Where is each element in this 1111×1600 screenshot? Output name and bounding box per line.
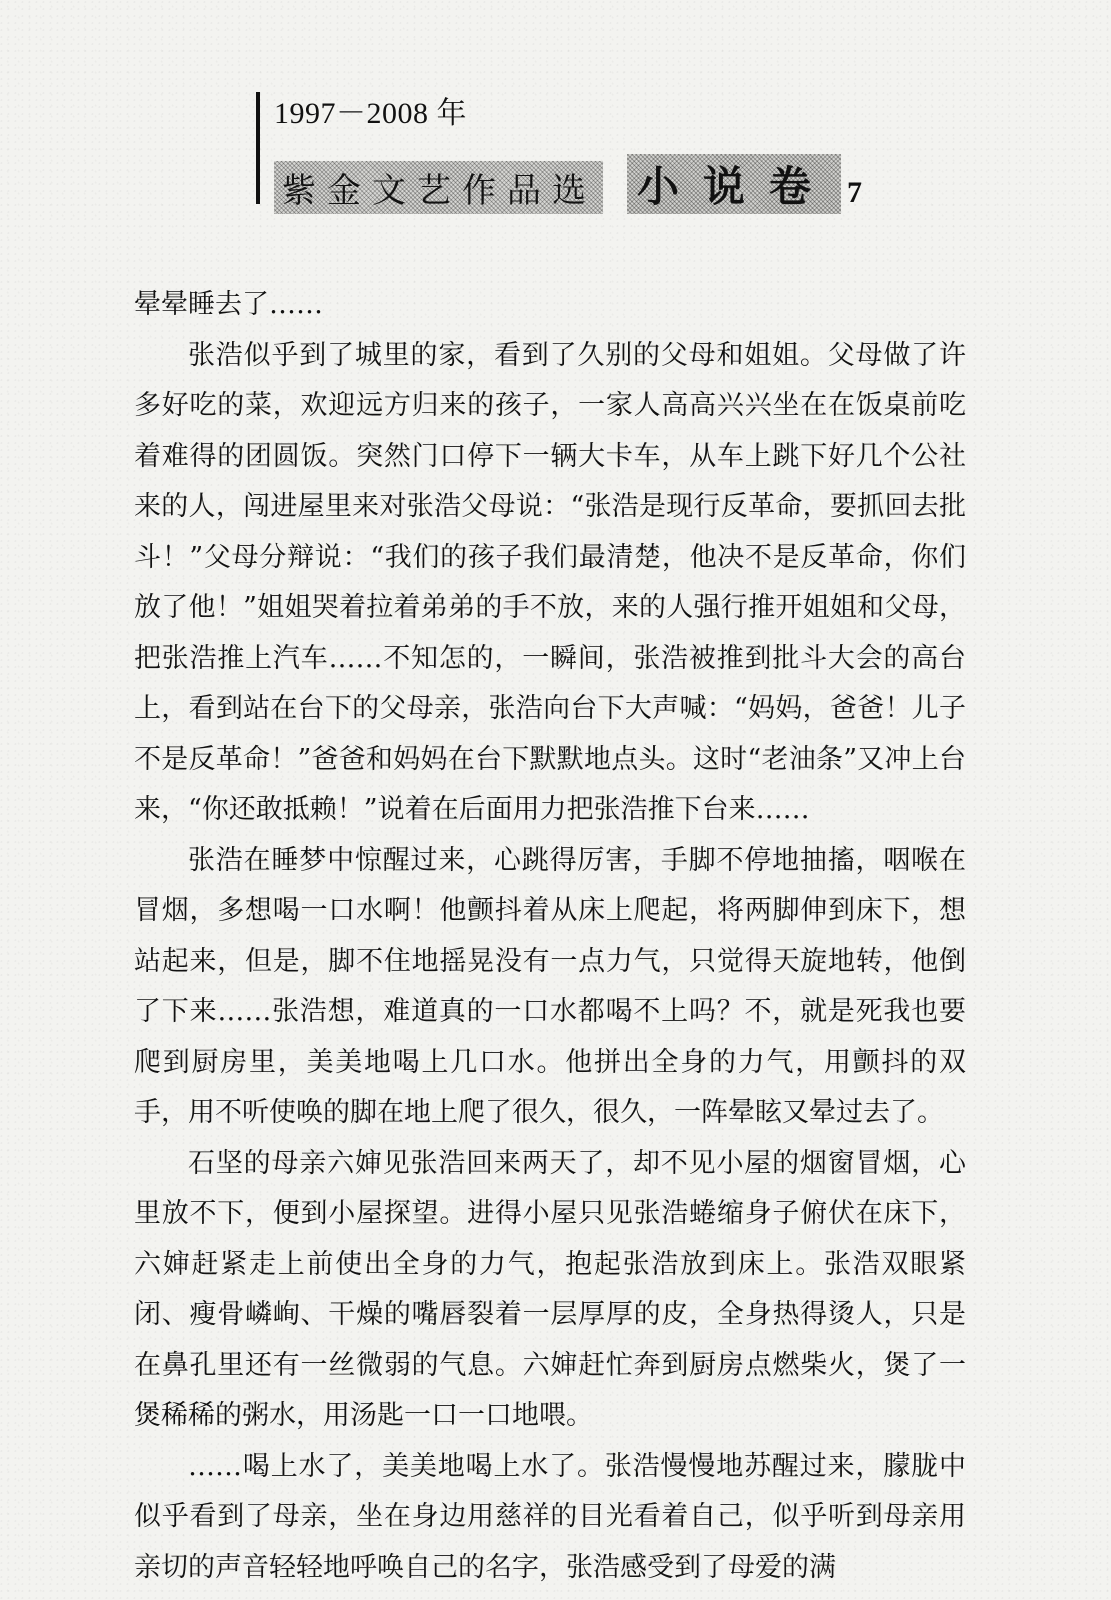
header-vertical-rule bbox=[256, 92, 260, 204]
paragraph: 石坚的母亲六婶见张浩回来两天了，却不见小屋的烟窗冒烟，心里放不下，便到小屋探望。进得小屋只见张浩蜷缩身子俯伏在床下，六婶赶紧走上前使出全身的力气，抱起张浩放到床上。张浩双眼紧闭、瘦骨嶙峋、干燥的嘴唇裂着一层厚厚的皮，全身热得烫人，只是在鼻孔里还有一丝微弱的气息。六婶赶忙奔到厨房点燃柴火，煲了一煲稀稀的粥水，用汤匙一口一口地喂。 bbox=[134, 1147, 966, 1431]
paragraph: 张浩在睡梦中惊醒过来，心跳得厉害，手脚不停地抽搐，咽喉在冒烟，多想喝一口水啊！他颤抖着从床上爬起，将两脚伸到床下，想站起来，但是，脚不住地摇晃没有一点力气，只觉得天旋地转，他倒了下来……张浩想，难道真的一口水都喝不上吗？不，就是死我也要爬到厨房里，美美地喝上几口水。他拼出全身的力气，用颤抖的双手，用不听使唤的脚在地上爬了很久，很久，一阵晕眩又晕过去了。 bbox=[134, 844, 966, 1128]
header-years: 1997－2008 年 bbox=[274, 97, 467, 130]
body-text bbox=[134, 280, 966, 1593]
volume-title: 小说卷 bbox=[627, 154, 841, 214]
header-title-row bbox=[274, 154, 862, 214]
page-number: 7 bbox=[847, 176, 863, 209]
paragraph: 晕晕睡去了…… bbox=[134, 289, 323, 320]
paragraph: 张浩似乎到了城里的家，看到了久别的父母和姐姐。父母做了许多好吃的菜，欢迎远方归来的孩子，一家人高高兴兴坐在在饭桌前吃着难得的团圆饭。突然门口停下一辆大卡车，从车上跳下好几个公社来的人，闯进屋里来对张浩父母说：“张浩是现行反革命，要抓回去批斗！”父母分辩说：“我们的孩子我们最清楚，他决不是反革命，你们放了他！”姐姐哭着拉着弟弟的手不放，来的人强行推开姐姐和父母，把张浩推上汽车……不知怎的，一瞬间，张浩被推到批斗大会的高台上，看到站在台下的父母亲，张浩向台下大声喊：“妈妈，爸爸！儿子不是反革命！”爸爸和妈妈在台下默默地点头。这时“老油条”又冲上台来，“你还敢抵赖！”说着在后面用力把张浩推下台来…… bbox=[134, 339, 966, 825]
paragraph: ……喝上水了，美美地喝上水了。张浩慢慢地苏醒过来，朦胧中似乎看到了母亲，坐在身边用慈祥的目光看着自己，似乎听到母亲用亲切的声音轻轻地呼唤自己的名字，张浩感受到了母爱的满 bbox=[134, 1450, 966, 1583]
running-header bbox=[256, 88, 976, 211]
series-title: 紫金文艺作品选 bbox=[274, 161, 603, 214]
